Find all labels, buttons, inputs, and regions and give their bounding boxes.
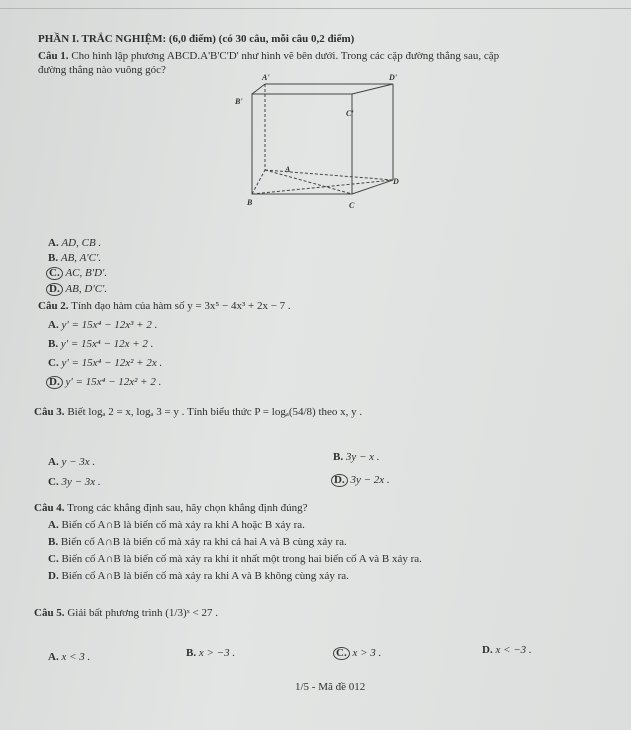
page-footer: 1/5 - Mã đề 012 — [295, 681, 366, 693]
option-key: C. — [48, 357, 59, 369]
q3-label: Câu 3. — [34, 406, 65, 418]
q4-option-a[interactable] — [48, 519, 305, 531]
option-text: x > 3 . — [352, 647, 382, 659]
option-text: AC, B'D'. — [65, 267, 108, 279]
option-text: y' = 15x⁴ − 12x³ + 2 . — [61, 319, 158, 331]
vertex-label: C — [349, 201, 355, 210]
vertex-label: C' — [346, 109, 354, 118]
option-text: y' = 15x⁴ − 12x + 2 . — [60, 338, 154, 350]
vertex-label: A' — [262, 73, 270, 82]
section-title: PHẦN I. TRẮC NGHIỆM: (6,0 điểm) (có 30 câu, mỗi câu 0,2 điểm) — [38, 33, 355, 45]
option-key: B. — [48, 338, 59, 350]
option-text: Biến cố A∩B là biến cố mà xảy ra khi cả hai A và B cùng xảy ra. — [60, 536, 347, 548]
q5-stem: Giải bất phương trình (1/3)ˣ < 27 . — [67, 607, 219, 619]
q5-option-b[interactable] — [186, 647, 235, 659]
option-text: 3y − x . — [345, 451, 380, 463]
q3-text — [34, 406, 362, 418]
q3-option-a[interactable] — [48, 456, 95, 468]
option-key: A. — [48, 456, 59, 468]
option-key: A. — [48, 237, 59, 249]
q2-option-c[interactable] — [48, 357, 162, 369]
option-text: x > −3 . — [198, 647, 236, 659]
q1-text2: đường thẳng nào vuông góc? — [38, 64, 166, 76]
q4-option-b[interactable] — [48, 536, 347, 548]
option-key: A. — [48, 319, 59, 331]
q1-option-b[interactable] — [48, 252, 101, 264]
q5-option-c[interactable] — [333, 647, 381, 660]
option-text: y' = 15x⁴ − 12x² + 2 . — [65, 376, 162, 388]
option-key: B. — [186, 647, 197, 659]
q1-option-a[interactable] — [48, 237, 101, 249]
q1-text — [38, 50, 499, 62]
q3-option-c[interactable] — [48, 476, 101, 488]
option-key-circled: D. — [46, 283, 63, 296]
q2-option-d[interactable] — [46, 376, 161, 389]
q4-label: Câu 4. — [34, 502, 65, 514]
option-text: 3y − 2x . — [350, 474, 390, 486]
option-text: AD, CB . — [61, 237, 102, 249]
option-text: AB, A'C'. — [60, 252, 102, 264]
vertex-label: D' — [389, 73, 397, 82]
q4-text — [34, 502, 307, 514]
q3-stem: Biết logₐ 2 = x, logₐ 3 = y . Tính biểu thức P = logₐ(54/8) theo x, y . — [67, 406, 363, 418]
option-key: D. — [48, 570, 59, 582]
option-key-circled: C. — [333, 647, 350, 660]
q2-option-a[interactable] — [48, 319, 157, 331]
q5-option-a[interactable] — [48, 651, 90, 663]
q2-stem: Tính đạo hàm của hàm số y = 3x⁵ − 4x³ + 2x − 7 . — [71, 300, 291, 312]
option-text: Biến cố A∩B là biến cố mà xảy ra khi A và B không cùng xảy ra. — [61, 570, 349, 582]
q1-option-d[interactable] — [46, 283, 107, 296]
option-text: y' = 15x⁴ − 12x² + 2x . — [61, 357, 163, 369]
option-key: A. — [48, 651, 59, 663]
option-key: D. — [482, 644, 493, 656]
option-key-circled: C. — [46, 267, 63, 280]
option-text: 3y − 3x . — [61, 476, 101, 488]
option-key-circled: D. — [46, 376, 63, 389]
q2-label: Câu 2. — [38, 300, 69, 312]
option-key: B. — [333, 451, 344, 463]
q2-option-b[interactable] — [48, 338, 153, 350]
option-text: AB, D'C'. — [65, 283, 108, 295]
option-key: C. — [48, 553, 59, 565]
q3-option-d[interactable] — [331, 474, 390, 487]
q5-text — [34, 607, 218, 619]
option-key: C. — [48, 476, 59, 488]
vertex-label: B — [247, 198, 253, 207]
option-text: x < 3 . — [61, 651, 91, 663]
option-key: A. — [48, 519, 59, 531]
vertex-label: D — [393, 177, 399, 186]
q1-option-c[interactable] — [46, 267, 107, 280]
option-key: B. — [48, 252, 59, 264]
option-key-circled: D. — [331, 474, 348, 487]
q5-option-d[interactable] — [482, 644, 532, 656]
q1-stem: Cho hình lập phương ABCD.A'B'C'D' như hình vẽ bên dưới. Trong các cặp đường thẳng sau, cặp — [71, 50, 500, 62]
q4-stem: Trong các khẳng định sau, hãy chọn khẳng định đúng? — [67, 502, 308, 514]
q1-label: Câu 1. — [38, 50, 69, 62]
q4-option-c[interactable] — [48, 553, 422, 565]
q2-text — [38, 300, 291, 312]
q4-option-d[interactable] — [48, 570, 349, 582]
option-text: y − 3x . — [61, 456, 96, 468]
q5-label: Câu 5. — [34, 607, 65, 619]
option-text: Biến cố A∩B là biến cố mà xảy ra khi A hoặc B xảy ra. — [61, 519, 305, 531]
vertex-label: A — [285, 165, 291, 174]
cube-figure — [225, 72, 415, 212]
option-key: B. — [48, 536, 59, 548]
vertex-label: B' — [235, 97, 243, 106]
option-text: x < −3 . — [495, 644, 532, 656]
q3-option-b[interactable] — [333, 451, 380, 463]
option-text: Biến cố A∩B là biến cố mà xảy ra khi ít nhất một trong hai biến cố A và B xảy ra. — [61, 553, 422, 565]
page-edge — [0, 8, 631, 9]
